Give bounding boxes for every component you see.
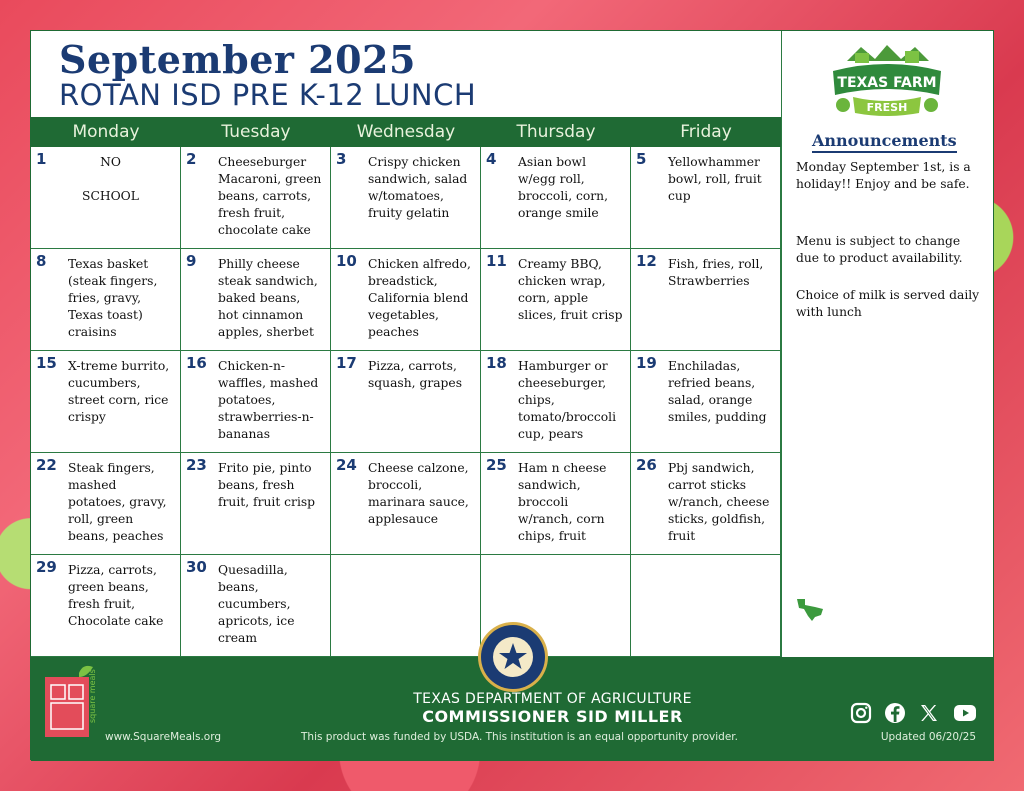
texas-farm-fresh-logo [827,39,947,123]
agency-name: TEXAS DEPARTMENT OF AGRICULTURE [413,691,692,707]
day-menu: Steak fingers, mashed potatoes, gravy, roll, green beans, peaches [68,461,167,543]
day-number: 12 [636,252,657,270]
day-menu: Crispy chicken sandwich, salad w/tomatoes, fruity gelatin [368,155,468,220]
day-menu: Asian bowl w/egg roll, broccoli, corn, orange smile [518,155,609,220]
x-icon[interactable] [916,701,942,725]
day-number: 1 [36,150,47,168]
day-number: 25 [486,456,507,474]
day-cell [31,147,181,249]
day-number: 23 [186,456,207,474]
day-cell [331,147,481,249]
facebook-icon[interactable] [882,701,908,725]
day-menu: Philly cheese steak sandwich, baked beans, hot cinnamon apples, sherbet [218,257,318,339]
day-cell [181,555,331,657]
announcements-panel [781,31,994,657]
day-cell [481,249,631,351]
day-menu: Pbj sandwich, carrot sticks w/ranch, cheese sticks, goldfish, fruit [668,461,770,543]
day-menu: Creamy BBQ, chicken wrap, corn, apple slices, fruit crisp [518,257,623,322]
day-number: 19 [636,354,657,372]
day-cell [331,453,481,555]
day-menu: Quesadilla, beans, cucumbers, apricots, ice cream [218,563,295,645]
day-menu: Enchiladas, refried beans, salad, orange smiles, pudding [668,359,767,424]
day-cell [631,453,781,555]
day-menu: NO SCHOOL [82,155,139,203]
day-menu: Ham n cheese sandwich, broccoli w/ranch, corn chips, fruit [518,461,607,543]
texas-state-icon [795,595,825,621]
day-menu: Cheese calzone, broccoli, marinara sauce, applesauce [368,461,469,526]
calendar-sheet [30,30,994,760]
weekday-tuesday: Tuesday [221,122,291,142]
page-title: September 2025 [59,37,416,82]
day-number: 24 [336,456,357,474]
tda-seal-logo [477,621,549,693]
commissioner-name: COMMISSIONER SID MILLER [422,707,683,726]
day-menu: Cheeseburger Macaroni, green beans, carrots, fresh fruit, chocolate cake [218,155,322,237]
instagram-icon[interactable] [848,701,874,725]
day-number: 11 [486,252,507,270]
day-cell [181,249,331,351]
day-number: 3 [336,150,347,168]
day-cell [31,351,181,453]
day-menu: Yellowhammer bowl, roll, fruit cup [668,155,762,203]
day-number: 17 [336,354,357,372]
day-number: 26 [636,456,657,474]
announcements-title: Announcements [812,131,957,153]
day-cell [631,351,781,453]
day-cell [631,555,781,657]
day-cell [31,249,181,351]
day-number: 8 [36,252,47,270]
youtube-icon[interactable] [950,701,976,725]
day-menu: Chicken-n-waffles, mashed potatoes, strawberries-n-bananas [218,359,319,441]
announcement-milk: Choice of milk is served daily with lunch [796,288,980,319]
day-cell [481,453,631,555]
updated-date: Updated 06/20/25 [880,731,976,743]
day-number: 10 [336,252,357,270]
day-number: 30 [186,558,207,576]
day-cell [331,249,481,351]
day-menu: Chicken alfredo, breadstick, California blend vegetables, peaches [368,257,471,339]
day-menu: Texas basket (steak fingers, fries, gravy, Texas toast) craisins [68,257,158,339]
day-number: 18 [486,354,507,372]
day-number: 5 [636,150,647,168]
weekday-wednesday: Wednesday [356,122,456,142]
day-menu: X-treme burrito, cucumbers, street corn, rice crispy [68,359,170,424]
weekday-thursday: Thursday [516,122,596,142]
day-number: 9 [186,252,197,270]
social-links [848,701,976,725]
day-number: 16 [186,354,207,372]
day-cell [31,453,181,555]
day-menu: Pizza, carrots, squash, grapes [368,359,463,390]
funding-statement: This product was funded by USDA. This institution is an equal opportunity provider. [301,731,738,743]
announcement-holiday: Monday September 1st, is a holiday!! Enjoy and be safe. [796,160,971,191]
day-cell [631,147,781,249]
calendar-header [31,31,781,117]
day-cell [631,249,781,351]
page-subtitle: ROTAN ISD PRE K-12 LUNCH [59,78,477,112]
day-cell [31,555,181,657]
logo-text-top: TEXAS FARM [837,75,937,91]
day-menu: Fish, fries, roll, Strawberries [668,257,764,288]
day-cell [331,351,481,453]
weekday-monday: Monday [72,122,140,142]
day-number: 2 [186,150,197,168]
day-number: 4 [486,150,497,168]
day-cell [181,147,331,249]
square-meals-logo-text: square meals [88,669,97,723]
day-cell [331,555,481,657]
day-cell [481,351,631,453]
calendar-grid [31,147,781,657]
day-number: 29 [36,558,57,576]
weekday-header-row [31,117,781,147]
day-number: 15 [36,354,57,372]
announcement-menu-change: Menu is subject to change due to product availability. [796,234,963,265]
day-cell [481,147,631,249]
day-cell [181,453,331,555]
footer [31,657,994,761]
day-menu: Hamburger or cheeseburger, chips, tomato/broccoli cup, pears [518,359,617,441]
day-menu: Frito pie, pinto beans, fresh fruit, fruit crisp [218,461,316,509]
day-menu: Pizza, carrots, green beans, fresh fruit, Chocolate cake [68,563,164,628]
day-cell [181,351,331,453]
day-number: 22 [36,456,57,474]
logo-text-bottom: FRESH [866,101,908,114]
website-link[interactable]: www.SquareMeals.org [105,731,222,743]
weekday-friday: Friday [680,122,732,142]
